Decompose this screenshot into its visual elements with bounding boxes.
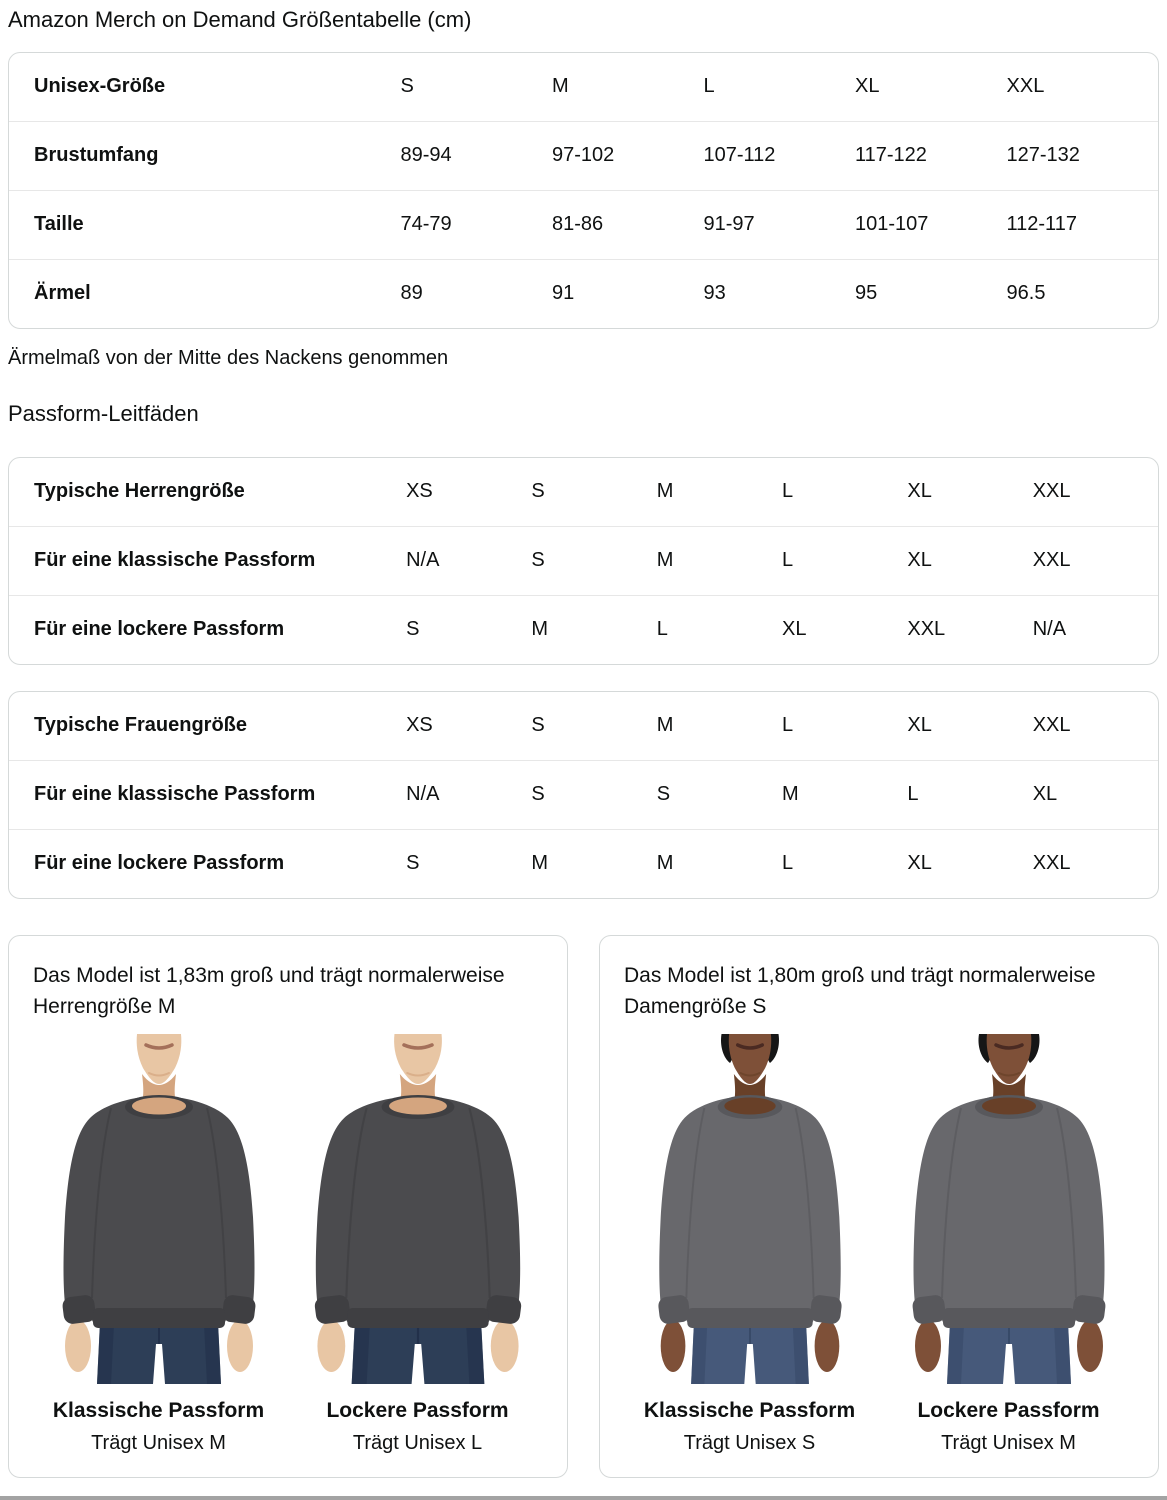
size-cell: M [656, 714, 674, 737]
size-cell: M [656, 549, 674, 572]
size-cell: N/A [1032, 618, 1067, 641]
size-cell: 112-117 [1006, 213, 1077, 236]
size-cell: XS [406, 480, 433, 503]
size-cell: L [656, 618, 668, 641]
fit-guides-heading: Passform-Leitfäden [8, 400, 199, 426]
table-row [9, 53, 1158, 121]
bottom-divider [0, 1496, 1167, 1500]
fit-caption: Klassische Passform [643, 1399, 856, 1423]
size-caption: Trägt Unisex S [683, 1432, 816, 1455]
size-cell: L [782, 714, 794, 737]
size-cell: S [531, 714, 545, 737]
mens-model-card [8, 935, 568, 1478]
size-caption: Trägt Unisex M [941, 1432, 1076, 1455]
size-cell: XXL [1032, 852, 1071, 875]
size-cell: S [531, 549, 545, 572]
row-label: Für eine klassische Passform [34, 549, 316, 572]
size-cell: 91-97 [703, 213, 755, 236]
model-photo-mens-loose [284, 1032, 552, 1384]
size-cell: XXL [907, 618, 946, 641]
size-cell: XL [907, 480, 932, 503]
size-cell: 107-112 [703, 144, 776, 167]
size-cell: 97-102 [552, 144, 615, 167]
table-row [9, 829, 1158, 898]
table-row [9, 692, 1158, 760]
row-label: Für eine lockere Passform [34, 618, 285, 641]
size-cell: 74-79 [400, 213, 452, 236]
table-row [9, 190, 1158, 259]
size-cell: XL [907, 714, 932, 737]
size-cell: XL [907, 852, 932, 875]
size-cell: 127-132 [1006, 144, 1080, 167]
row-label: Typische Frauengröße [34, 714, 248, 737]
size-cell: S [531, 480, 545, 503]
size-cell: 117-122 [855, 144, 927, 167]
figures-row [29, 1032, 547, 1455]
size-cell: S [531, 783, 545, 806]
size-caption: Trägt Unisex L [352, 1432, 483, 1455]
row-label: Unisex-Größe [34, 75, 166, 98]
row-label: Typische Herrengröße [34, 480, 245, 503]
size-cell: XS [406, 714, 433, 737]
size-cell: XL [782, 618, 807, 641]
size-cell: M [552, 75, 569, 98]
size-cell: S [406, 618, 420, 641]
unisex-size-table [8, 52, 1159, 329]
size-cell: XXL [1032, 714, 1071, 737]
size-cell: L [782, 852, 794, 875]
table-row [9, 259, 1158, 328]
model-photo-womens-loose [884, 1032, 1134, 1384]
figure-loose-fit [879, 1032, 1138, 1455]
size-cell: S [406, 852, 420, 875]
card-description: Das Model ist 1,80m groß und trägt normalerweise Damengröße S [624, 963, 1096, 1019]
size-cell: N/A [406, 549, 440, 572]
size-cell: 81-86 [552, 213, 604, 236]
size-cell: 89-94 [400, 144, 452, 167]
size-cell: N/A [406, 783, 440, 806]
row-label: Brustumfang [34, 144, 159, 167]
size-cell: 95 [855, 282, 878, 305]
womens-model-card [599, 935, 1159, 1478]
size-cell: 93 [703, 282, 726, 305]
table-row [9, 458, 1158, 526]
size-cell: 89 [400, 282, 423, 305]
fit-caption: Klassische Passform [52, 1399, 265, 1423]
size-cell: L [703, 75, 715, 98]
size-cell: S [656, 783, 671, 806]
size-cell: 96.5 [1006, 282, 1046, 305]
size-cell: XXL [1032, 480, 1071, 503]
table-row [9, 526, 1158, 595]
size-cell: XL [907, 549, 932, 572]
size-cell: M [656, 480, 674, 503]
size-cell: L [782, 480, 794, 503]
figures-row [620, 1032, 1138, 1455]
figure-classic-fit [29, 1032, 288, 1455]
size-cell: XL [855, 75, 880, 98]
table-row [9, 595, 1158, 664]
size-cell: XXL [1032, 549, 1071, 572]
size-caption: Trägt Unisex M [91, 1432, 226, 1455]
size-cell: M [531, 618, 549, 641]
figure-loose-fit [288, 1032, 547, 1455]
size-cell: M [656, 852, 674, 875]
model-photo-womens-classic [631, 1032, 869, 1384]
fit-caption: Lockere Passform [326, 1399, 509, 1423]
size-cell: XXL [1006, 75, 1045, 98]
size-cell: M [782, 783, 799, 806]
row-label: Für eine lockere Passform [34, 852, 285, 875]
model-photo-mens-classic [34, 1032, 284, 1384]
row-label: Ärmel [34, 282, 91, 305]
page-title: Amazon Merch on Demand Größentabelle (cm) [8, 7, 472, 32]
mens-fit-table [8, 457, 1159, 665]
sleeve-measure-footnote: Ärmelmaß von der Mitte des Nackens genommen [8, 346, 449, 369]
size-cell: XL [1032, 783, 1058, 806]
womens-fit-table [8, 691, 1159, 899]
row-label: Taille [34, 213, 84, 236]
table-row [9, 121, 1158, 190]
size-cell: 91 [552, 282, 575, 305]
card-description: Das Model ist 1,83m groß und trägt normalerweise Herrengröße M [33, 963, 505, 1019]
model-cards [8, 935, 1159, 1478]
size-cell: S [400, 75, 414, 98]
size-cell: L [782, 549, 794, 572]
size-cell: 101-107 [855, 213, 929, 236]
size-cell: M [531, 852, 549, 875]
size-cell: L [907, 783, 919, 806]
figure-classic-fit [620, 1032, 879, 1455]
row-label: Für eine klassische Passform [34, 783, 316, 806]
table-row [9, 760, 1158, 829]
fit-caption: Lockere Passform [917, 1399, 1100, 1423]
